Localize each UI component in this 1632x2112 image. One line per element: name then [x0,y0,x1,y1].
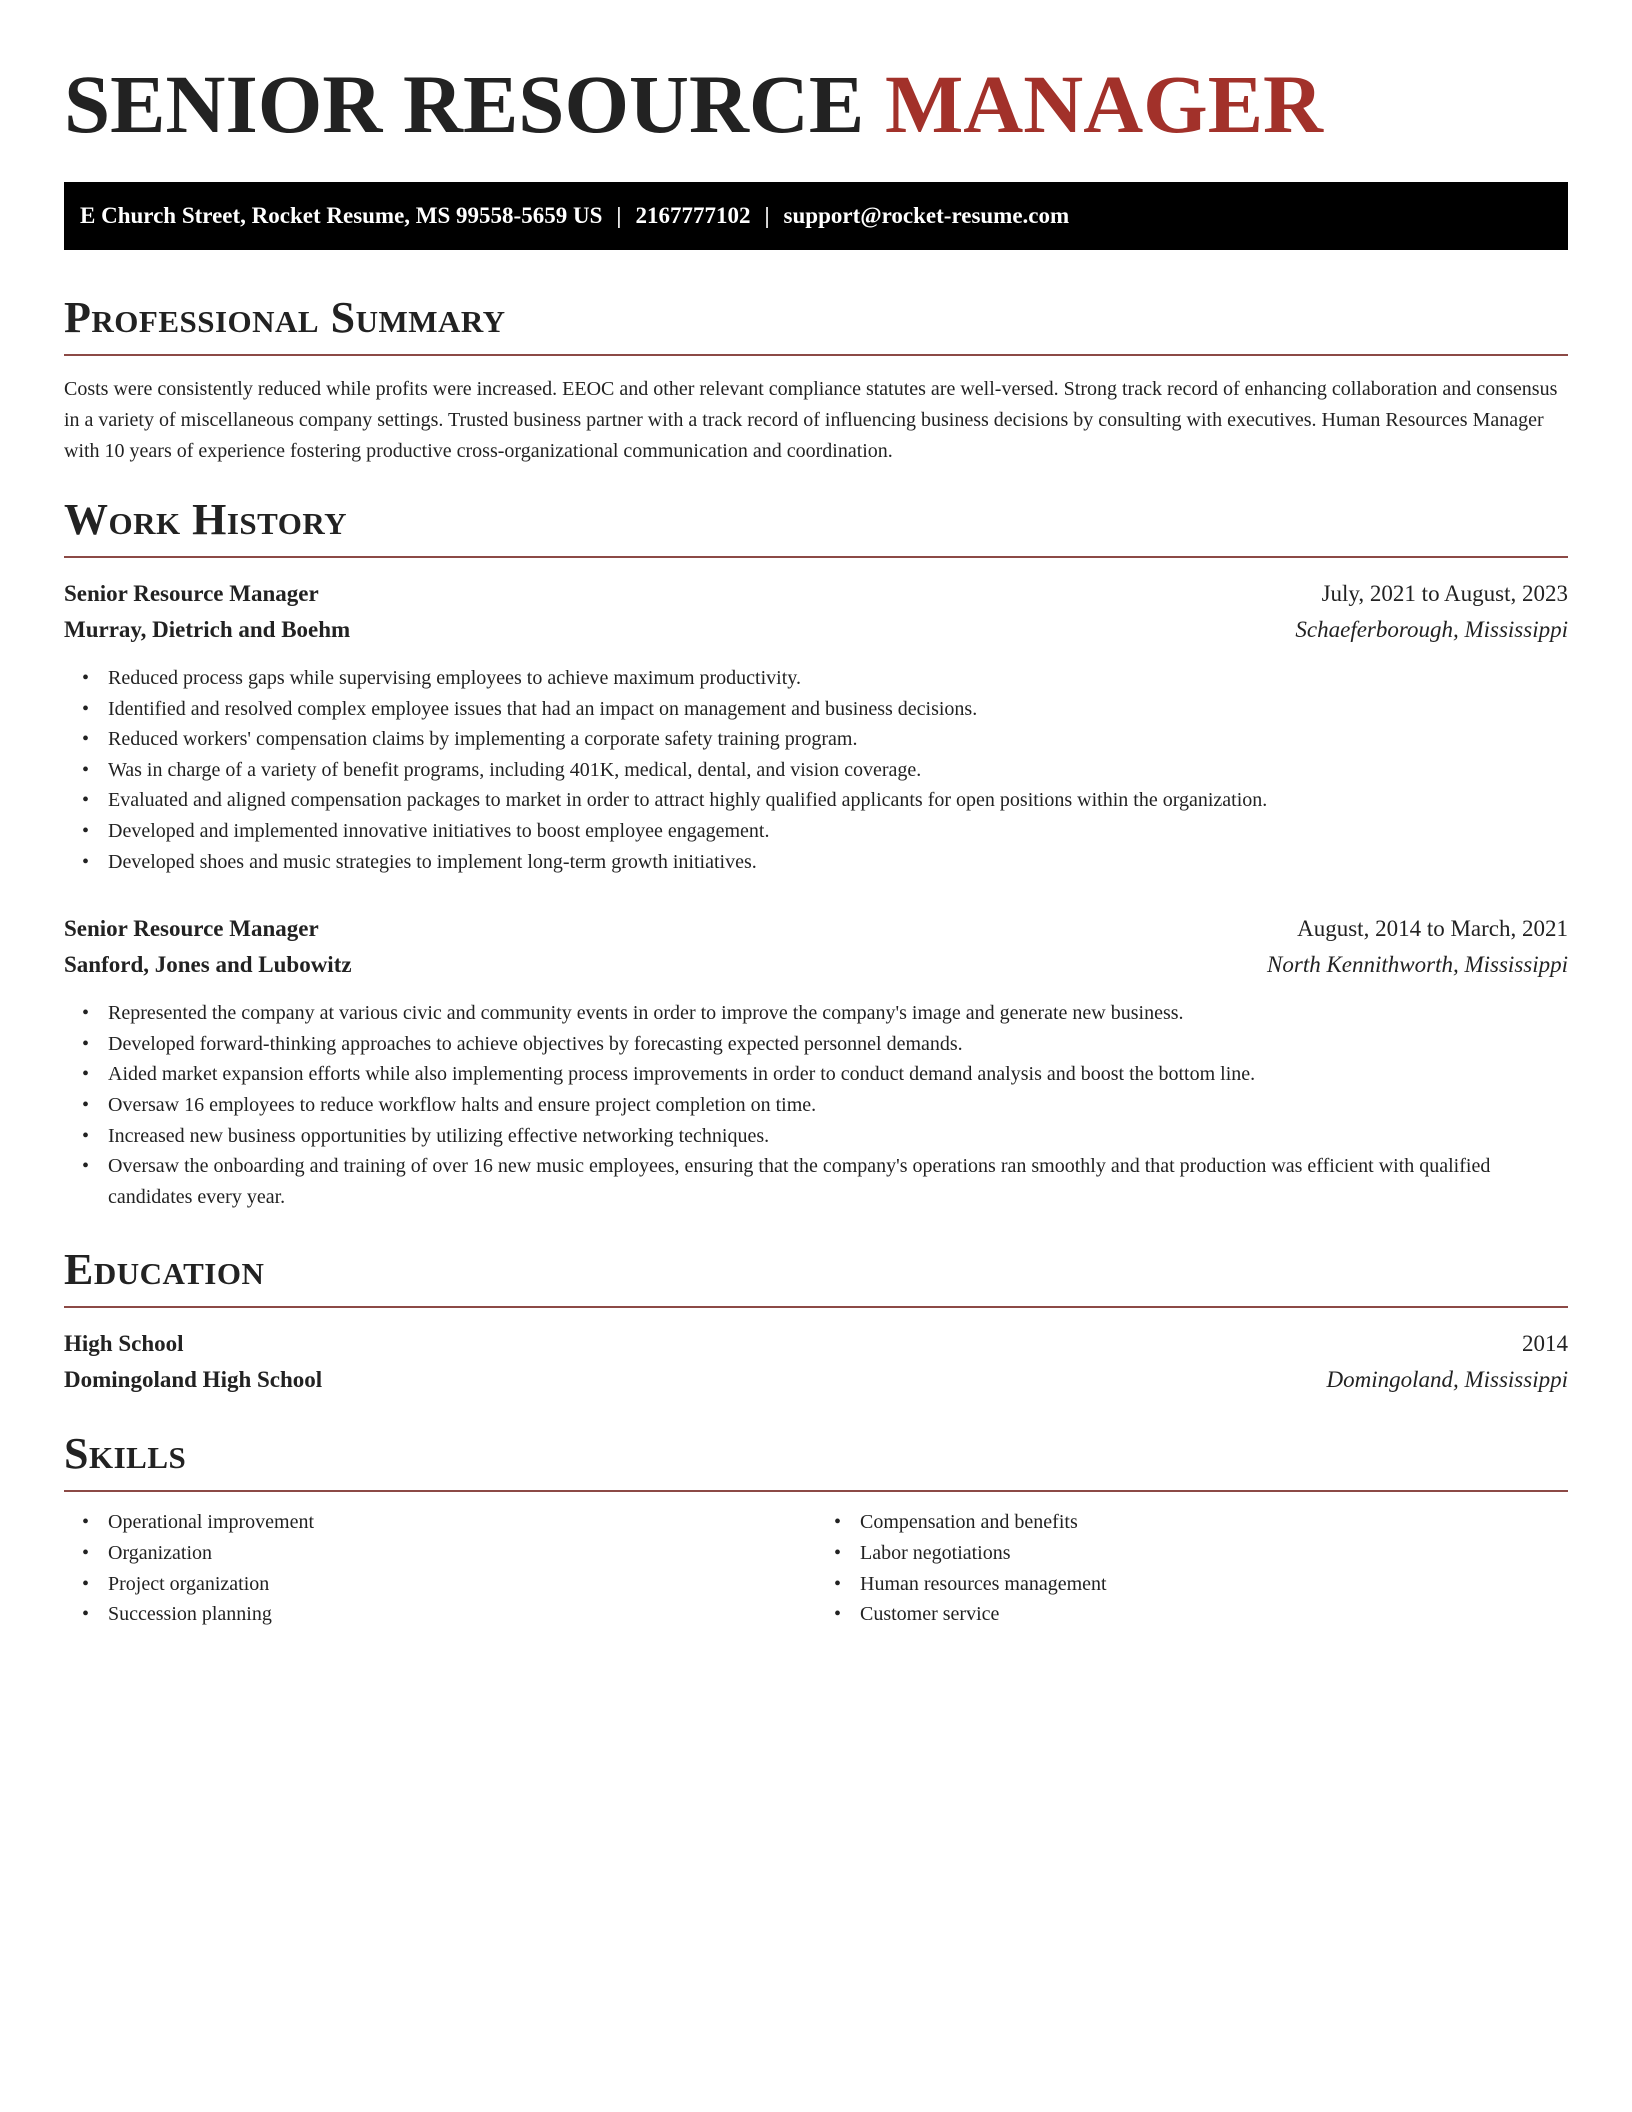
bullet-dot: • [834,1511,842,1534]
list-item [82,1029,1568,1060]
job-company: Sanford, Jones and Lubowitz [64,952,352,978]
list-item [82,1121,1568,1152]
bullet-dot: • [82,758,90,781]
skill-text: Labor negotiations [860,1541,1011,1564]
bullet-dot: • [82,1155,90,1178]
job-date: July, 2021 to August, 2023 [1321,581,1568,606]
list-item [834,1538,1568,1569]
professional-summary-section [64,290,1568,467]
list-item [82,1059,1568,1090]
education-degree: High School [64,1331,184,1357]
list-item [834,1569,1568,1600]
contact-bar [64,182,1568,250]
bullet-text: Aided market expansion efforts while also implementing process improvements in order to conduct demand analysis and boost the bottom line. [108,1063,1256,1086]
job-company: Murray, Dietrich and Boehm [64,617,351,642]
resume-name [64,50,1568,158]
contact-address: E Church Street, Rocket Resume, MS 99558-5659 US [80,203,603,228]
bullet-dot: • [82,1603,90,1626]
job-location: North Kennithworth, Mississippi [1267,952,1568,978]
bullet-text: Developed and implemented innovative initiatives to boost employee engagement. [108,819,770,842]
bullet-dot: • [82,1511,90,1534]
bullet-dot: • [82,1541,90,1564]
list-item [82,1507,816,1538]
skill-text: Customer service [860,1603,1000,1626]
bullet-dot: • [82,728,90,751]
job-location: Schaeferborough, Mississippi [1295,617,1568,642]
skill-text: Organization [108,1541,213,1564]
bullet-dot: • [82,1093,90,1116]
list-item [82,663,1568,694]
contact-separator: | [616,203,622,228]
skills-grid [64,1507,1568,1629]
job-entry [64,576,1568,877]
name-accent: MANAGER [884,58,1323,150]
job-header-row [64,576,1568,612]
section-divider [64,556,1568,558]
bullet-dot: • [82,1572,90,1595]
education-location: Domingoland, Mississippi [1326,1367,1568,1393]
job-date: August, 2014 to March, 2021 [1297,916,1568,942]
education-header-row [64,1326,1568,1362]
bullet-text: Developed forward-thinking approaches to achieve objectives by forecasting expected personnel demands. [108,1032,963,1055]
bullet-dot: • [82,1002,90,1025]
skills-column-right [816,1507,1568,1629]
contact-phone: 2167777102 [635,203,751,228]
bullet-text: Oversaw the onboarding and training of over 16 new music employees, ensuring that the company's operations ran smoothly and that production was efficient with qualified candidates every year. [108,1155,1491,1208]
bullet-dot: • [82,850,90,873]
section-title-skills: Skills [64,1429,187,1479]
education-school: Domingoland High School [64,1367,323,1393]
bullet-dot: • [82,1124,90,1147]
bullet-dot: • [82,667,90,689]
section-divider [64,1490,1568,1492]
bullet-dot: • [82,697,90,720]
list-item [82,816,1568,847]
bullet-text: Was in charge of a variety of benefit programs, including 401K, medical, dental, and vision coverage. [108,758,922,781]
bullet-text: Oversaw 16 employees to reduce workflow halts and ensure project completion on time. [108,1093,817,1116]
bullet-dot: • [82,1032,90,1055]
bullet-text: Represented the company at various civic and community events in order to improve the company's image and generate new business. [108,1002,1184,1025]
list-item [82,724,1568,755]
list-item [82,998,1568,1029]
contact-separator: | [764,203,770,228]
skill-text: Project organization [108,1572,270,1595]
skills-column-left [64,1507,816,1629]
skill-text: Operational improvement [108,1511,315,1534]
education-section [64,1242,1568,1398]
job-header-row [64,911,1568,947]
bullet-dot: • [834,1603,842,1626]
list-item [82,785,1568,816]
list-item [82,1090,1568,1121]
list-item [82,755,1568,786]
bullet-text: Increased new business opportunities by utilizing effective networking techniques. [108,1124,770,1147]
job-title: Senior Resource Manager [64,581,319,606]
bullet-dot: • [82,789,90,812]
skill-text: Compensation and benefits [860,1511,1078,1534]
bullet-dot: • [834,1541,842,1564]
bullet-text: Developed shoes and music strategies to implement long-term growth initiatives. [108,850,757,873]
list-item [82,1151,1568,1212]
list-item [82,847,1568,878]
bullet-text: Evaluated and aligned compensation packages to market in order to attract highly qualified applicants for open positions within the organization. [108,789,1268,812]
job-bullets [64,663,1568,877]
list-item [82,1599,816,1630]
bullet-text: Reduced process gaps while supervising employees to achieve maximum productivity. [108,667,801,689]
bullet-text: Identified and resolved complex employee issues that had an impact on management and business decisions. [108,697,978,720]
section-title-summary: Professional Summary [64,293,506,342]
section-title-education: Education [64,1245,265,1295]
education-entry [64,1326,1568,1398]
education-school-row [64,1362,1568,1398]
list-item [834,1507,1568,1538]
job-company-row [64,612,1568,648]
job-company-row [64,947,1568,983]
name-main: SENIOR RESOURCE [64,58,885,150]
education-year: 2014 [1522,1331,1568,1357]
list-item [82,1569,816,1600]
list-item [834,1599,1568,1630]
list-item [82,694,1568,725]
list-item [82,1538,816,1569]
bullet-dot: • [82,1063,90,1086]
job-bullets [64,998,1568,1212]
job-title: Senior Resource Manager [64,916,319,942]
skills-section [64,1426,1568,1629]
summary-text: Costs were consistently reduced while profits were increased. EEOC and other relevant compliance statutes are well-versed. Strong track record of enhancing collaboration and consensus in a variety of miscellaneous company settings. Trusted business partner with a track record of influencing business decisions by consulting with executives. Human Resources Manager with 10 years of experience fostering productive cross-organizational communication and coordination. [64,378,1558,462]
bullet-dot: • [82,819,90,842]
section-divider [64,1306,1568,1308]
contact-email: support@rocket-resume.com [783,203,1070,228]
work-history-section [64,492,1568,1212]
resume-page [64,50,1568,1630]
section-title-work: Work History [64,495,348,544]
skill-text: Human resources management [860,1572,1107,1595]
bullet-dot: • [834,1572,842,1595]
skill-text: Succession planning [108,1603,272,1626]
bullet-text: Reduced workers' compensation claims by implementing a corporate safety training program. [108,728,858,751]
job-entry [64,911,1568,1212]
section-divider [64,354,1568,356]
